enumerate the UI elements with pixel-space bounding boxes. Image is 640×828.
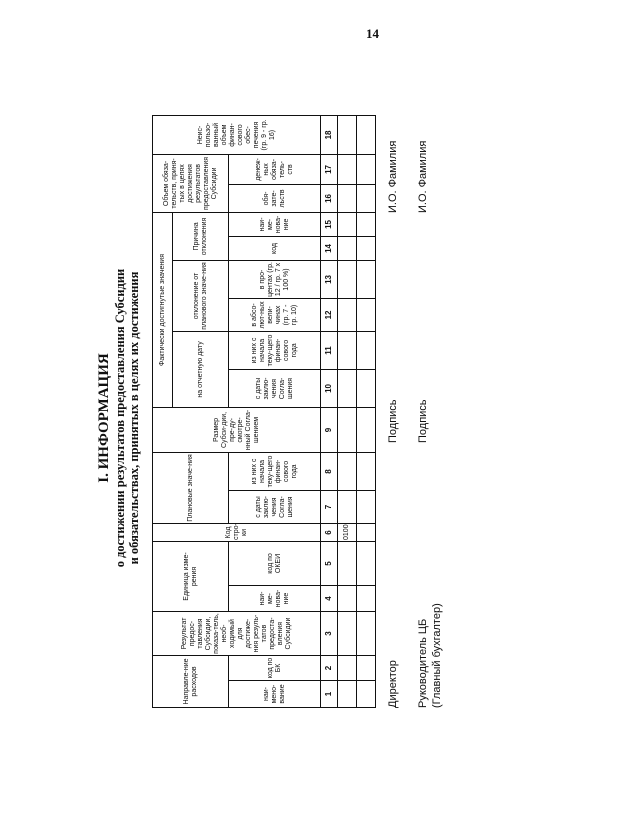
column-number: 14 <box>321 236 338 260</box>
column-number: 13 <box>321 260 338 298</box>
document-subtitle-1: о достижении результатов предоставления Субсидии <box>113 268 127 568</box>
header-deviation-abs: в абсо-лют-ных вели-чинах (гр. 7 - гр. 10) <box>229 298 321 331</box>
header-direction: Направле-ние расходов <box>153 656 229 708</box>
column-number: 15 <box>321 212 338 236</box>
header-subsidy-size: Размер Субси-дии, пре-ду-смотре-нный Согла-шением <box>153 407 321 452</box>
header-unit: Единица изме-рения <box>153 541 229 611</box>
page-number: 14 <box>366 26 379 41</box>
column-number: 7 <box>321 490 338 523</box>
column-number: 10 <box>321 369 338 407</box>
head-name: И.О. Фамилия <box>417 140 429 213</box>
header-deviation: отклонение от планового значе-ния <box>173 260 229 331</box>
info-table <box>152 115 376 708</box>
table-row <box>357 115 376 707</box>
column-number: 3 <box>321 612 338 656</box>
header-row-code: Код стро-ки <box>153 523 321 541</box>
document-title: I. ИНФОРМАЦИЯ <box>96 353 112 483</box>
header-deviation-pct: в про-центах (гр. 12 / гр. 7 x 100 %) <box>229 260 321 298</box>
title-block <box>95 93 141 743</box>
header-unused: Неис-пользо-ванный объем финан-сового обес-печения (гр. 9 - гр. 16) <box>153 115 321 154</box>
header-direction-name: наи-мено-вание <box>229 681 321 708</box>
head-label: Руководитель ЦБ <box>417 618 429 708</box>
director-name: И.О. Фамилия <box>387 140 399 213</box>
column-number: 1 <box>321 681 338 708</box>
header-unit-okei: код по ОКЕИ <box>229 541 321 585</box>
column-number: 18 <box>321 115 338 154</box>
header-reasons-code: код <box>229 236 321 260</box>
header-unit-name: наи-ме-нова-ние <box>229 586 321 612</box>
director-label: Директор <box>387 660 399 708</box>
column-number-row <box>321 115 338 707</box>
director-signature-label: Подпись <box>387 399 399 443</box>
table-row <box>338 115 357 707</box>
column-number: 5 <box>321 541 338 585</box>
row-code-value: 0100 <box>338 523 357 541</box>
header-obligations-oblig: обя-зате-льств <box>229 184 321 212</box>
head-signature-label: Подпись <box>417 399 429 443</box>
header-at-report-date: на отчетную дату <box>173 331 229 407</box>
column-number: 9 <box>321 407 338 452</box>
column-number: 16 <box>321 184 338 212</box>
header-actual: Фактически достигнутые значения <box>153 212 173 407</box>
header-obligations-money: денеж-ных обяза-тель-ств <box>229 154 321 184</box>
document-subtitle-2: и обязательствах, принятых в целях их достижения <box>127 271 141 565</box>
header-planned-from-year: из них с начала теку-щего финан-сового года <box>229 452 321 490</box>
column-number: 12 <box>321 298 338 331</box>
header-actual-from-date: с даты заклю-чения Согла-шения <box>229 369 321 407</box>
header-planned: Плановые значе-ния <box>153 452 229 523</box>
column-number: 4 <box>321 586 338 612</box>
header-result: Результат предос-тавления Субсидии, показа-тель, необ-ходимый для достиже-ния резуль-татов предоста-вления Субсидии <box>153 612 321 656</box>
header-planned-from-date: с даты заклю-чения Согла-шения <box>229 490 321 523</box>
column-number: 11 <box>321 331 338 369</box>
column-number: 8 <box>321 452 338 490</box>
header-direction-code: код по БК <box>229 656 321 681</box>
column-number: 6 <box>321 523 338 541</box>
column-number: 2 <box>321 656 338 681</box>
rotated-page-content <box>95 93 545 743</box>
column-number: 17 <box>321 154 338 184</box>
head-sub-label: (Главный бухгалтер) <box>431 603 443 708</box>
header-reasons: Причина отклонения <box>173 212 229 260</box>
header-obligations: Объем обяза-тельств, приня-тых в целях достижения результатов предоставления Субсидии <box>153 154 229 212</box>
header-reasons-name: наи-ме-нова-ние <box>229 212 321 236</box>
header-actual-from-year: из них с начала теку-щего финан-сового года <box>229 331 321 369</box>
